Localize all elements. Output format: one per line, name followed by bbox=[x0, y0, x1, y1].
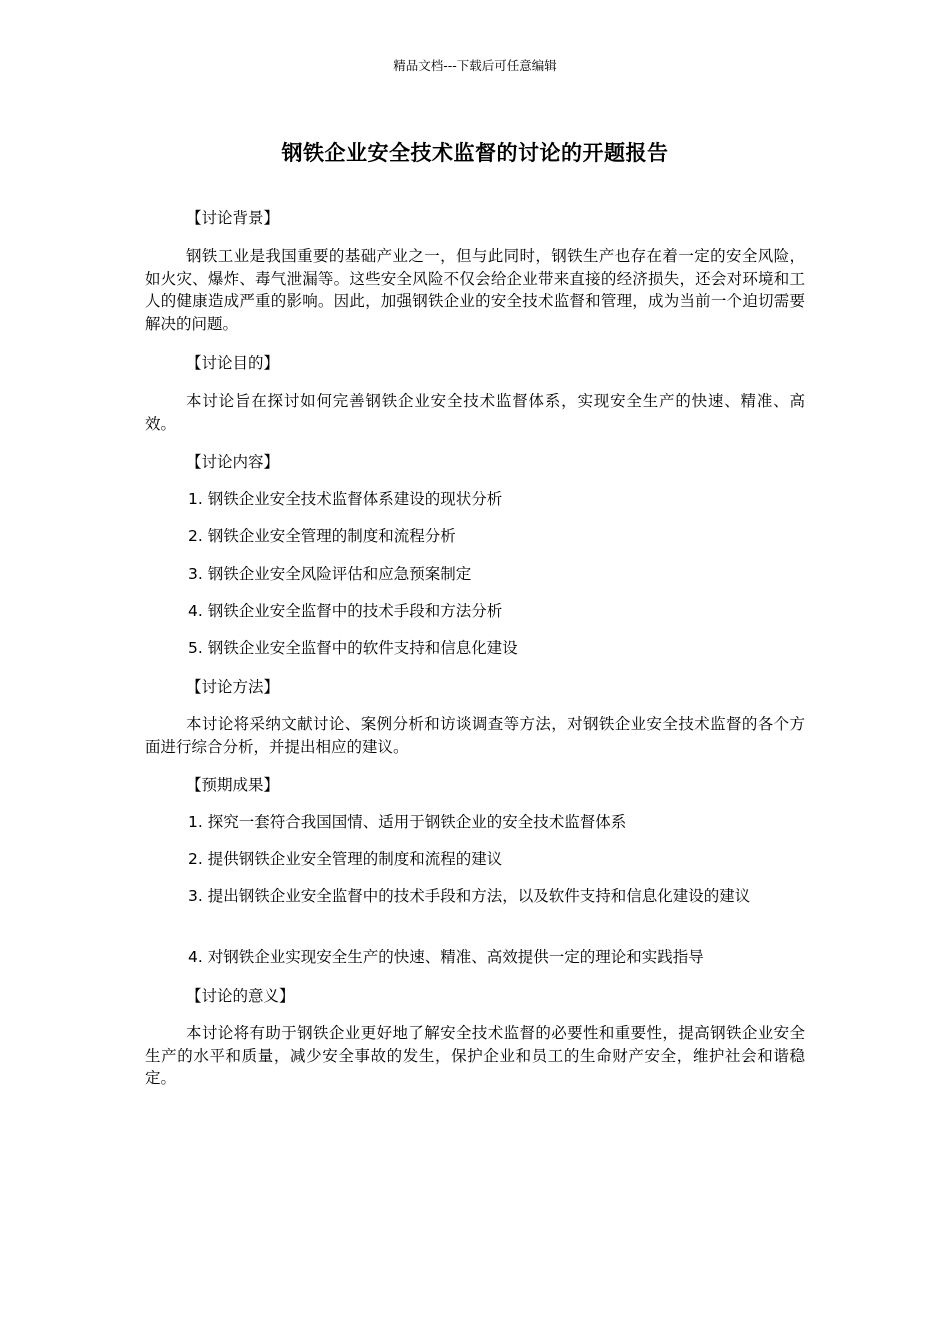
significance-paragraph: 本讨论将有助于钢铁企业更好地了解安全技术监督的必要性和重要性，提高钢铁企业安全生产的水平和质量，减少安全事故的发生，保护企业和员工的生命财产安全，维护社会和谐稳定。 bbox=[145, 1024, 805, 1087]
content-list-item: 3. 钢铁企业安全风险评估和应急预案制定 bbox=[188, 565, 472, 583]
content-list-item: 1. 钢铁企业安全技术监督体系建设的现状分析 bbox=[188, 490, 503, 508]
method-paragraph: 本讨论将采纳文献讨论、案例分析和访谈调查等方法，对钢铁企业安全技术监督的各个方面进行综合分析，并提出相应的建议。 bbox=[145, 715, 805, 756]
content-list-item: 5. 钢铁企业安全监督中的软件支持和信息化建设 bbox=[188, 639, 518, 657]
document-title: 钢铁企业安全技术监督的讨论的开题报告 bbox=[281, 141, 669, 165]
results-list-item: 1. 探究一套符合我国国情、适用于钢铁企业的安全技术监督体系 bbox=[188, 813, 627, 831]
background-paragraph: 钢铁工业是我国重要的基础产业之一，但与此同时，钢铁生产也存在着一定的安全风险，如火灾、爆炸、毒气泄漏等。这些安全风险不仅会给企业带来直接的经济损失，还会对环境和工人的健康造成严重的影响。因此，加强钢铁企业的安全技术监督和管理，成为当前一个迫切需要解决的问题。 bbox=[145, 247, 805, 333]
section-heading-content: 【讨论内容】 bbox=[186, 453, 280, 471]
content-list-item: 4. 钢铁企业安全监督中的技术手段和方法分析 bbox=[188, 602, 503, 620]
results-list-item: 2. 提供钢铁企业安全管理的制度和流程的建议 bbox=[188, 850, 503, 868]
content-list-item: 2. 钢铁企业安全管理的制度和流程分析 bbox=[188, 527, 456, 545]
results-list-item: 3. 提出钢铁企业安全监督中的技术手段和方法，以及软件支持和信息化建设的建议 bbox=[188, 887, 751, 905]
section-heading-method: 【讨论方法】 bbox=[186, 678, 280, 696]
section-heading-significance: 【讨论的意义】 bbox=[186, 987, 295, 1005]
section-heading-results: 【预期成果】 bbox=[186, 776, 280, 794]
results-list-item: 4. 对钢铁企业实现安全生产的快速、精准、高效提供一定的理论和实践指导 bbox=[188, 948, 704, 966]
purpose-paragraph: 本讨论旨在探讨如何完善钢铁企业安全技术监督体系，实现安全生产的快速、精准、高效。 bbox=[145, 392, 805, 433]
section-heading-background: 【讨论背景】 bbox=[186, 209, 280, 227]
page-header: 精品文档---下载后可任意编辑 bbox=[393, 58, 557, 73]
section-heading-purpose: 【讨论目的】 bbox=[186, 354, 280, 372]
